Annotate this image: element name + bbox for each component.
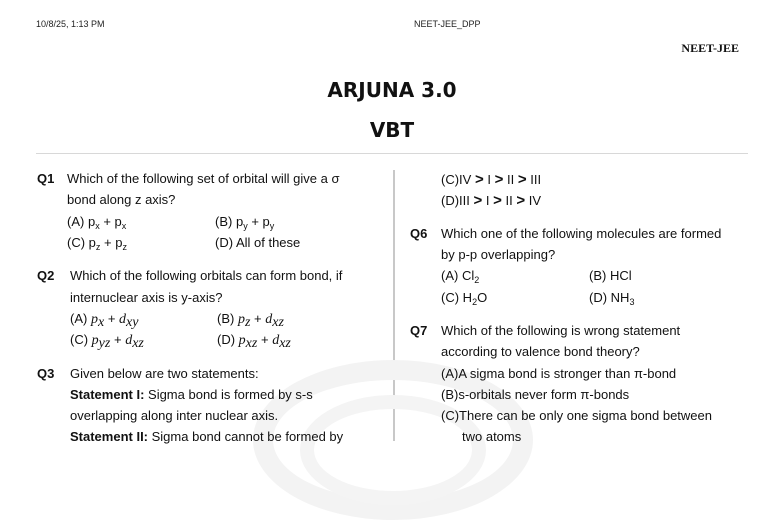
formula: Cl [461,268,475,283]
question-text: by p-p overlapping? [441,247,556,262]
question-number: Q1 [37,171,55,186]
plus-sign: + [251,214,259,229]
greater-than-sign: > [473,192,483,209]
option-label: (C) [441,408,460,423]
option-text: All of these [235,235,301,250]
formula: HCl [609,268,632,283]
option-label: (A) [441,268,459,283]
option-label: (C) [441,172,460,187]
option-b[interactable] [441,387,629,402]
orbital: p [87,214,96,229]
option-d[interactable] [589,290,634,305]
option-c[interactable] [441,290,487,305]
page-subtitle: VBT [369,118,415,142]
orbital: d [272,333,280,348]
orbital: p [115,235,123,250]
orbital-subscript: xy [126,315,139,330]
orbital-subscript: x [97,315,105,330]
orbital: p [238,333,246,348]
question-text: internuclear axis is y-axis? [70,290,223,305]
plus-sign: + [260,332,269,347]
plus-sign: + [104,235,112,250]
statement-label: Statement I: [70,387,145,402]
roman-numeral: IV [459,172,472,187]
question-number: Q2 [37,268,55,283]
option-label: (A) [70,311,88,326]
option-label: (D) [589,290,608,305]
option-c[interactable] [70,332,144,349]
option-label: (A) [67,214,85,229]
orbital: p [91,333,99,348]
option-c[interactable] [441,408,712,423]
option-label: (D) [215,235,234,250]
orbital-subscript: xz [272,315,284,330]
roman-numeral: II [507,172,515,187]
greater-than-sign: > [494,171,504,188]
formula: O [477,290,488,305]
orbital: p [235,214,244,229]
orbital-subscript: xz [132,336,144,351]
option-a[interactable] [70,311,138,328]
orbital: d [265,312,273,327]
formula: NH [610,290,630,305]
question-text: according to valence bond theory? [441,344,640,359]
roman-numeral: I [485,193,490,208]
orbital: d [125,333,133,348]
question-text: Which one of the following molecules are formed [441,226,722,241]
roman-numeral: I [487,172,491,187]
question-text: Which of the following set of orbital will give a σ [67,171,340,186]
option-text: There can be only one sigma bond between [459,408,712,423]
option-b[interactable] [215,214,274,229]
option-label: (C) [67,235,86,250]
greater-than-sign: > [516,192,526,209]
orbital-subscript: z [122,242,127,252]
orbital-subscript: x [121,221,127,231]
option-d[interactable] [441,192,541,209]
statement-text: Sigma bond cannot be formed by [148,429,344,444]
option-text: two atoms [462,429,522,444]
statement-label: Statement II: [70,429,149,444]
formula-subscript: 2 [474,275,480,285]
orbital: p [88,235,96,250]
question-text: bond along z axis? [67,192,176,207]
option-text: A sigma bond is stronger than π-bond [458,366,677,381]
option-label: (B) [441,387,459,402]
orbital-subscript: z [244,315,251,330]
question-number: Q3 [37,366,55,381]
option-label: (D) [217,332,236,347]
roman-numeral: II [505,193,513,208]
plus-sign: + [113,332,122,347]
option-d[interactable] [215,235,300,250]
orbital-subscript: x [95,221,100,231]
statement-2 [70,429,343,444]
option-a[interactable] [441,366,676,381]
formula: H [462,290,473,305]
option-a[interactable] [67,214,126,229]
header-divider [36,153,748,154]
orbital-subscript: xz [279,336,291,351]
option-d[interactable] [217,332,291,349]
greater-than-sign: > [474,171,484,188]
question-number: Q6 [410,226,428,241]
question-text: Which of the following orbitals can form bond, if [70,268,343,283]
option-label: (C) [441,290,460,305]
formula-subscript: 3 [629,297,635,307]
option-label: (D) [441,193,460,208]
orbital-subscript: y [269,221,275,231]
option-label: (B) [217,311,235,326]
orbital-subscript: yz [98,336,111,351]
greater-than-sign: > [493,192,502,209]
plus-sign: + [254,311,262,326]
orbital: d [119,312,127,327]
brand-logo-text: NEET-JEE [681,41,739,55]
plus-sign: + [103,214,111,229]
option-c[interactable] [67,235,127,250]
orbital-subscript: z [95,242,101,252]
page-title: ARJUNA 3.0 [327,78,457,102]
question-text: Which of the following is wrong statement [441,323,681,338]
print-datetime: 10/8/25, 1:13 PM [36,19,105,29]
option-a[interactable] [441,268,479,283]
question-text: Given below are two statements: [70,366,259,381]
orbital: p [90,312,98,327]
option-label: (B) [589,268,607,283]
option-b[interactable] [217,311,284,328]
roman-numeral: III [459,193,470,208]
roman-numeral: IV [528,193,542,208]
statement-1 [70,387,313,402]
statement-text: overlapping along inter nuclear axis. [70,408,279,423]
orbital-subscript: xz [245,336,258,351]
option-label: (A) [441,366,459,381]
orbital: p [237,312,245,327]
document-title: NEET-JEE_DPP [414,19,481,29]
option-label: (B) [215,214,233,229]
roman-numeral: III [530,172,542,187]
orbital-subscript: y [243,221,248,231]
formula-subscript: 2 [472,297,478,307]
option-text: s-orbitals never form π-bonds [458,387,630,402]
orbital: p [262,214,270,229]
question-number: Q7 [410,323,428,338]
option-label: (C) [70,332,89,347]
plus-sign: + [107,311,116,326]
statement-text: Sigma bond is formed by s-s [144,387,313,402]
option-b[interactable] [589,268,632,283]
orbital: p [114,214,122,229]
greater-than-sign: > [517,171,527,188]
option-c[interactable] [441,171,541,188]
